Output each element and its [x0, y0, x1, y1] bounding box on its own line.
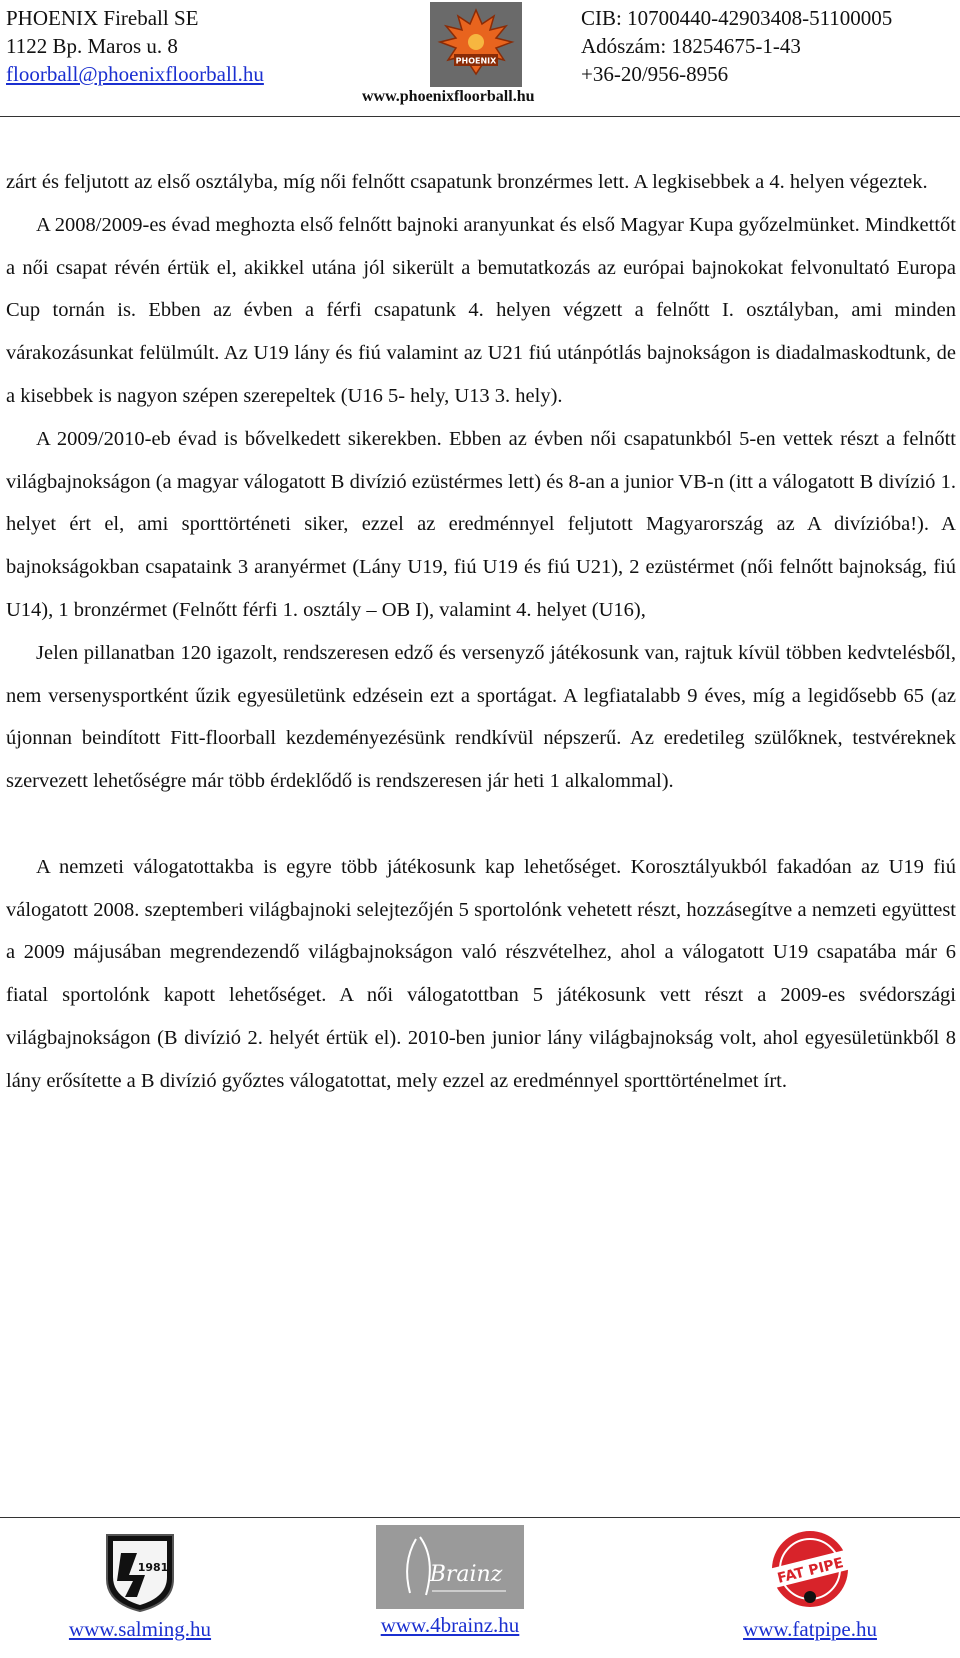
4brainz-logo-text: Brainz [429, 1562, 503, 1587]
salming-logo-icon [95, 1525, 185, 1613]
paragraph: A 2009/2010-eb évad is bővelkedett sikerekben. Ebben az évben női csapatunkból 5-en vettek részt a felnőtt világbajnokságon (a magyar válogatott B divízió ezüstérmes lett) és 8-an a junior VB-n (itt a válogatott B divízió 1. helyet ért el, ami sporttörténeti siker, ezzel az eredménnyel feljutott Magyarország az A divízióba!). A bajnokságokban csapataink 3 aranyérmet (Lány U19, fiú U19 és fiú U21), 2 ezüstérmet (női felnőtt bajnokság, fiú U14), 1 bronzérmet (Felnőtt férfi 1. osztály – OB I), valamint 4. helyet (U16), [6, 427, 956, 621]
sponsor-footer [0, 1525, 960, 1655]
paragraph: Jelen pillanatban 120 igazolt, rendszeresen edző és versenyző játékosunk van, rajtuk kívül többen kedvtelésből, nem versenysportként űzik egyesületünk edzésein ezt a sportágat. A legfiatalabb 9 éves, míg a legidősebb 65 (az újonnan beindított Fitt-floorball kezdeményezésünk rendkívül népszerű. Az eredetileg szülőknek, testvéreknek szervezett lehetőségre már több érdeklődő is rendszeresen jár heti 1 alkalommal). [6, 641, 956, 793]
phoenix-emblem-icon [430, 2, 522, 87]
bank-account: CIB: 10700440-42903408-51100005 [581, 6, 893, 30]
salming-link[interactable]: www.salming.hu [68, 1617, 212, 1641]
letterhead [0, 0, 960, 116]
sponsor-4brainz [340, 1525, 560, 1638]
paragraph: zárt és feljutott az első osztályba, míg női felnőtt csapatunk bronzérmes lett. A legkisebbek a 4. helyen végeztek. [6, 171, 928, 193]
paragraph-gap [6, 803, 956, 846]
org-finance-block [581, 4, 892, 88]
fatpipe-logo-text: FAT PIPE [775, 1555, 846, 1587]
4brainz-link[interactable]: www.4brainz.hu [380, 1613, 520, 1637]
fatpipe-logo-icon [755, 1525, 865, 1613]
phone-number: +36-20/956-8956 [581, 62, 729, 86]
org-contact-block [6, 4, 264, 88]
paragraph: A 2008/2009-es évad meghozta első felnőtt bajnoki aranyunkat és első Magyar Kupa győzelmünket. Mindkettőt a női csapat révén értük el, akikkel utána jól sikerült a bemutatkozás az európai bajnokokat felvonultató Europa Cup tornán is. Ebben az évben a férfi csapatunk 4. helyen végzett a felnőtt I. osztályban, ami minden várakozásunkat felülmúlt. Az U19 lány és fiú valamint az U21 fiú utánpótlás bajnokságon is diadalmaskodtunk, de a kisebbek is nagyon szépen szerepeltek (U16 5- hely, U13 3. hely). [6, 213, 956, 407]
fatpipe-link[interactable]: www.fatpipe.hu [743, 1617, 877, 1641]
4brainz-logo-icon [376, 1525, 524, 1609]
document-body [6, 161, 956, 1103]
phoenix-logo [430, 2, 522, 87]
tax-number: Adószám: 18254675-1-43 [581, 34, 801, 58]
footer-divider [0, 1517, 960, 1518]
salming-logo-text: 1981 [137, 1561, 169, 1574]
email-link[interactable]: floorball@phoenixfloorball.hu [6, 62, 264, 86]
sponsor-salming [30, 1525, 250, 1642]
header-divider [0, 116, 960, 117]
sponsor-fatpipe [700, 1525, 920, 1642]
website[interactable]: www.phoenixfloorball.hu [362, 88, 535, 105]
paragraph: A nemzeti válogatottakba is egyre több játékosunk kap lehetőséget. Korosztályukból fakadóan az U19 fiú válogatott 2008. szeptemberi világbajnoki selejtezőjén 5 sportolónk vehetett részt, hozzásegítve a nemzeti együttest a 2009 májusában megrendezendő világbajnokságon való részvételhez, ahol a válogatott U19 csapatába már 6 fiatal sportolónk kapott lehetőséget. A női válogatottban 5 játékosunk vett részt a 2009-es svédországi világbajnokságon (B divízió 2. helyét értük el). 2010-ben junior lány világbajnokság volt, ahol egyesületünkből 8 lány erősítette a B divízió győztes válogatottat, mely ezzel az eredménnyel sporttörténelmet írt. [6, 855, 956, 1092]
org-address: 1122 Bp. Maros u. 8 [6, 34, 178, 58]
org-name: PHOENIX Fireball SE [6, 6, 199, 30]
logo-text: PHOENIX [455, 56, 497, 66]
